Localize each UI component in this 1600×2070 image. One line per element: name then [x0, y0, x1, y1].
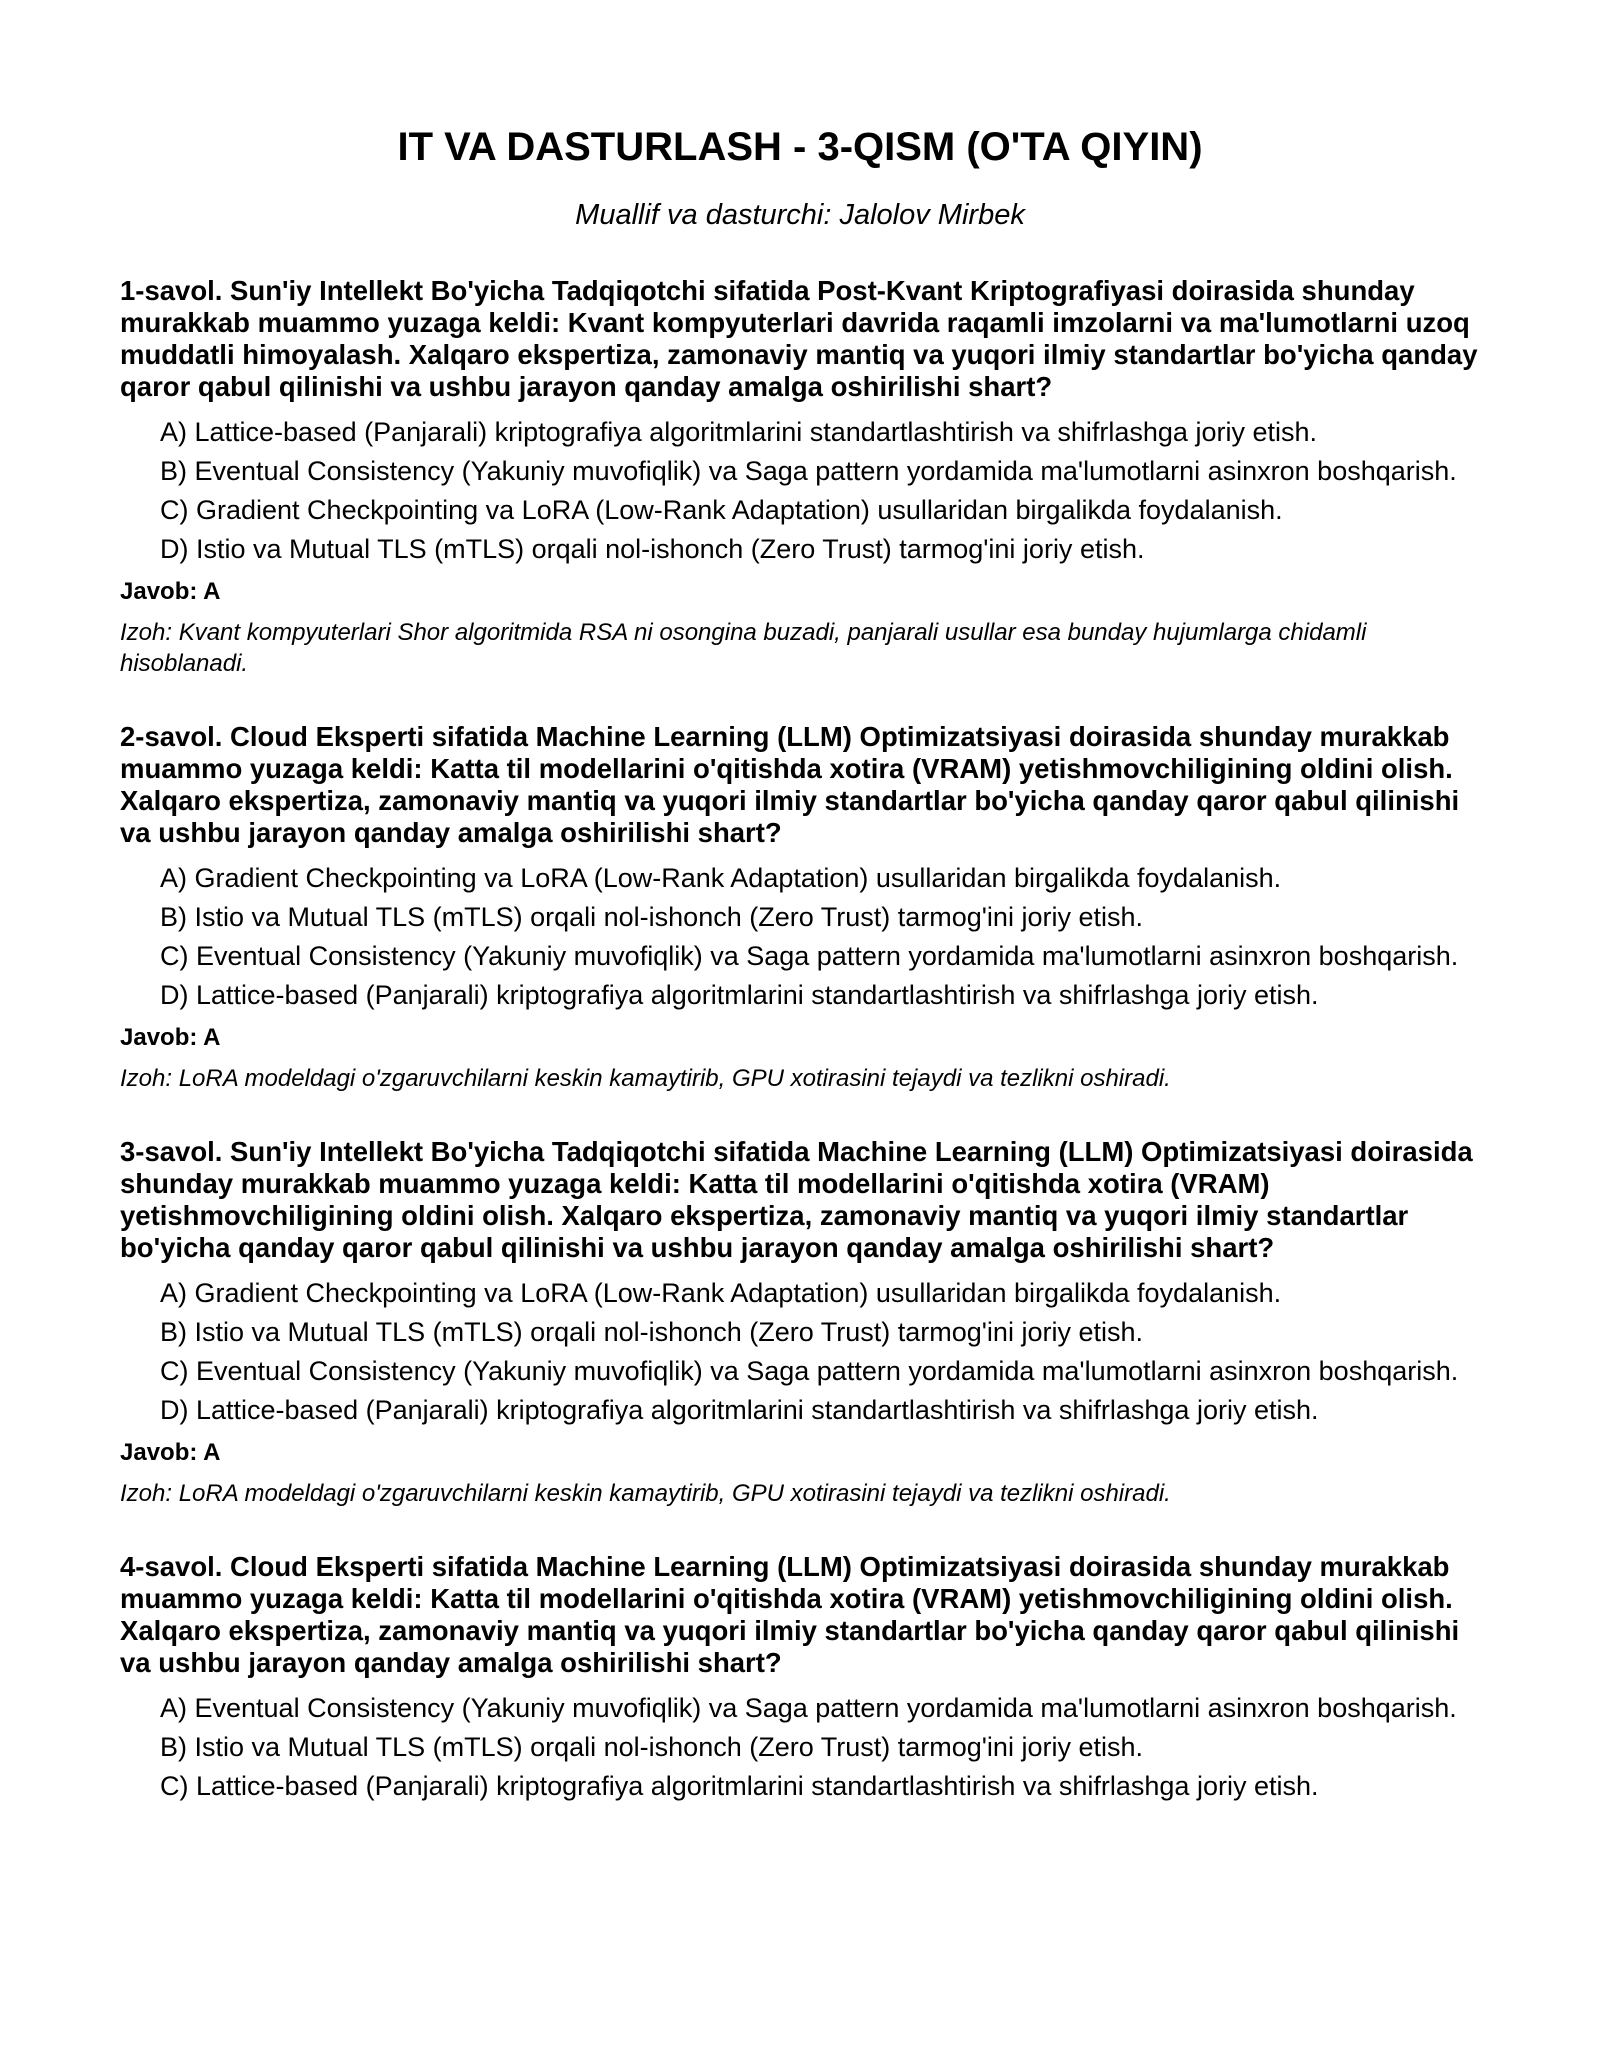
answer-option: C) Eventual Consistency (Yakuniy muvofiqlik) va Saga pattern yordamida ma'lumotlarni asinxron boshqarish.: [160, 941, 1459, 971]
question-list: [120, 275, 1480, 1802]
question-text: 1-savol. Sun'iy Intellekt Bo'yicha Tadqiqotchi sifatida Post-Kvant Kriptografiyasi doirasida shunday murakkab muammo yuzaga keldi: Kvant kompyuterlari davrida raqamli imzolarni va ma'lumotlarni uzoq muddatli himoyalash. Xalqaro ekspertiza, zamonaviy mantiq va yuqori ilmiy standartlar bo'yicha qanday qaror qabul qilinishi va ushbu jarayon qanday amalga oshirilishi shart?: [120, 275, 1478, 402]
answer-option: B) Eventual Consistency (Yakuniy muvofiqlik) va Saga pattern yordamida ma'lumotlarni asinxron boshqarish.: [160, 456, 1457, 486]
answer-options: [120, 417, 1480, 565]
answer-option: A) Gradient Checkpointing va LoRA (Low-Rank Adaptation) usullaridan birgalikda foydalanish.: [160, 1278, 1282, 1308]
question-block: [120, 1136, 1480, 1509]
document-author: Muallif va dasturchi: Jalolov Mirbek: [575, 199, 1025, 231]
question-text: 2-savol. Cloud Eksperti sifatida Machine Learning (LLM) Optimizatsiyasi doirasida shunday murakkab muammo yuzaga keldi: Katta til modellarini o'qitishda xotira (VRAM) yetishmovchiligining oldini olish. Xalqaro ekspertiza, zamonaviy mantiq va yuqori ilmiy standartlar bo'yicha qanday qaror qabul qilinishi va ushbu jarayon qanday amalga oshirilishi shart?: [120, 721, 1460, 848]
answer-option: A) Gradient Checkpointing va LoRA (Low-Rank Adaptation) usullaridan birgalikda foydalanish.: [160, 863, 1282, 893]
answer-options: [120, 863, 1480, 1011]
document-title: IT VA DASTURLASH - 3-QISM (O'TA QIYIN): [397, 125, 1203, 169]
answer-option: B) Istio va Mutual TLS (mTLS) orqali nol-ishonch (Zero Trust) tarmog'ini joriy etish.: [160, 1317, 1143, 1347]
answer-option: C) Lattice-based (Panjarali) kriptografiya algoritmlarini standartlashtirish va shifrlashga joriy etish.: [160, 1771, 1319, 1801]
answer-option: C) Gradient Checkpointing va LoRA (Low-Rank Adaptation) usullaridan birgalikda foydalanish.: [160, 495, 1283, 525]
question-text: 3-savol. Sun'iy Intellekt Bo'yicha Tadqiqotchi sifatida Machine Learning (LLM) Optimizatsiyasi doirasida shunday murakkab muammo yuzaga keldi: Katta til modellarini o'qitishda xotira (VRAM) yetishmovchiligining oldini olish. Xalqaro ekspertiza, zamonaviy mantiq va yuqori ilmiy standartlar bo'yicha qanday qaror qabul qilinishi va ushbu jarayon qanday amalga oshirilishi shart?: [120, 1136, 1473, 1263]
answer-option: A) Eventual Consistency (Yakuniy muvofiqlik) va Saga pattern yordamida ma'lumotlarni asinxron boshqarish.: [160, 1693, 1457, 1723]
answer-option: B) Istio va Mutual TLS (mTLS) orqali nol-ishonch (Zero Trust) tarmog'ini joriy etish.: [160, 902, 1143, 932]
question-block: [120, 1551, 1480, 1802]
answer-options: [120, 1278, 1480, 1426]
question-block: [120, 721, 1480, 1094]
answer-option: B) Istio va Mutual TLS (mTLS) orqali nol-ishonch (Zero Trust) tarmog'ini joriy etish.: [160, 1732, 1143, 1762]
answer-explanation: Izoh: Kvant kompyuterlari Shor algoritmida RSA ni osongina buzadi, panjarali usullar esa bunday hujumlarga chidamli hisoblanadi.: [120, 619, 1367, 677]
answer-option: D) Istio va Mutual TLS (mTLS) orqali nol-ishonch (Zero Trust) tarmog'ini joriy etish.: [160, 534, 1145, 564]
answer-option: A) Lattice-based (Panjarali) kriptografiya algoritmlarini standartlashtirish va shifrlashga joriy etish.: [160, 417, 1317, 447]
answer-explanation: Izoh: LoRA modeldagi o'zgaruvchilarni keskin kamaytirib, GPU xotirasini tejaydi va tezlikni oshiradi.: [120, 1480, 1171, 1507]
answer-options: [120, 1693, 1480, 1802]
correct-answer: Javob: A: [120, 1439, 221, 1466]
question-block: [120, 275, 1480, 679]
correct-answer: Javob: A: [120, 578, 221, 605]
correct-answer: Javob: A: [120, 1024, 221, 1051]
answer-explanation: Izoh: LoRA modeldagi o'zgaruvchilarni keskin kamaytirib, GPU xotirasini tejaydi va tezlikni oshiradi.: [120, 1065, 1171, 1092]
answer-option: C) Eventual Consistency (Yakuniy muvofiqlik) va Saga pattern yordamida ma'lumotlarni asinxron boshqarish.: [160, 1356, 1459, 1386]
answer-option: D) Lattice-based (Panjarali) kriptografiya algoritmlarini standartlashtirish va shifrlashga joriy etish.: [160, 1395, 1319, 1425]
question-text: 4-savol. Cloud Eksperti sifatida Machine Learning (LLM) Optimizatsiyasi doirasida shunday murakkab muammo yuzaga keldi: Katta til modellarini o'qitishda xotira (VRAM) yetishmovchiligining oldini olish. Xalqaro ekspertiza, zamonaviy mantiq va yuqori ilmiy standartlar bo'yicha qanday qaror qabul qilinishi va ushbu jarayon qanday amalga oshirilishi shart?: [120, 1551, 1460, 1678]
answer-option: D) Lattice-based (Panjarali) kriptografiya algoritmlarini standartlashtirish va shifrlashga joriy etish.: [160, 980, 1319, 1010]
